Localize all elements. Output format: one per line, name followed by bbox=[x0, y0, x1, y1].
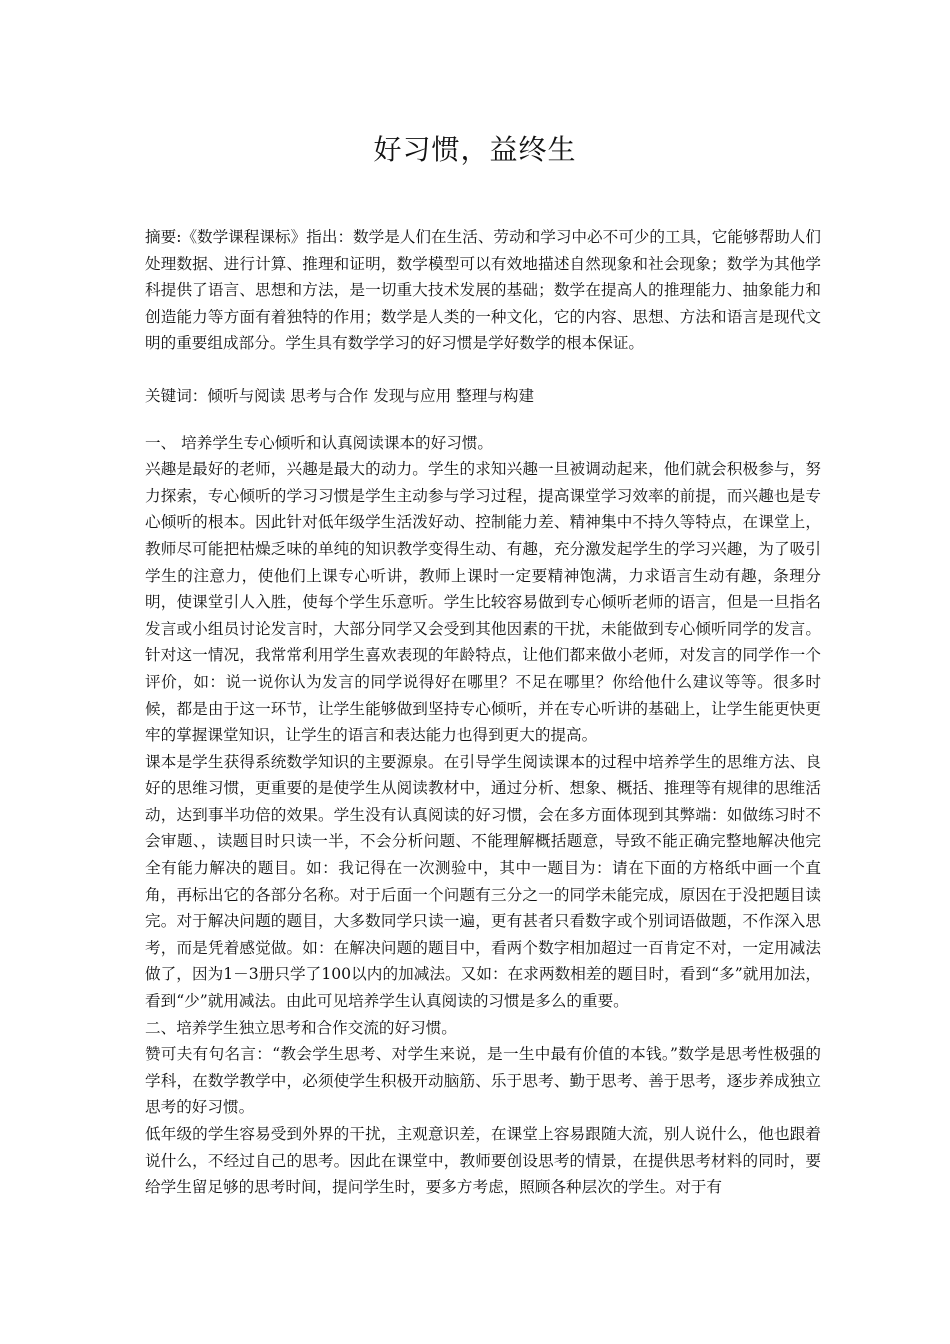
section-1-paragraph-2: 课本是学生获得系统数学知识的主要源泉。在引导学生阅读课本的过程中培养学生的思维方法、良好的思维习惯，更重要的是使学生从阅读教材中，通过分析、想象、概括、推理等有规律的思维活动，达到事半功倍的效果。学生没有认真阅读的好习惯，会在多方面体现到其弊端：如做练习时不会审题、，读题目时只读一半，不会分析问题、不能理解概括题意，导致不能正确完整地解决他完全有能力解决的题目。如：我记得在一次测验中，其中一题目为：请在下面的方格纸中画一个直角，再标出它的各部分名称。对于后面一个问题有三分之一的同学未能完成，原因在于没把题目读完。对于解决问题的题目，大多数同学只读一遍，更有甚者只看数字或个别词语做题，不作深入思考，而是凭着感觉做。如：在解决问题的题目中，看两个数字相加超过一百肯定不对，一定用减法做了，因为1－3册只学了100以内的加减法。又如：在求两数相差的题目时，看到“多”就用加法，看到“少”就用减法。由此可见培养学生认真阅读的习惯是多么的重要。 bbox=[145, 752, 821, 1011]
abstract-paragraph: 摘要:《数学课程课标》指出：数学是人们在生活、劳动和学习中必不可少的工具，它能够帮助人们处理数据、进行计算、推理和证明，数学模型可以有效地描述自然现象和社会现象；数学为其他学科提供了语言、思想和方法，是一切重大技术发展的基础；数学在提高人的推理能力、抽象能力和创造能力等方面有着独特的作用；数学是人类的一种文化，它的内容、思想、方法和语言是现代文明的重要组成部分。学生具有数学学习的好习惯是学好数学的根本保证。 bbox=[145, 228, 821, 353]
section-2-paragraph-1: 赞可夫有句名言：“教会学生思考、对学生来说，是一生中最有价值的本钱。”数学是思考性极强的学科，在数学教学中，必须使学生积极开动脑筋、乐于思考、勤于思考、善于思考，逐步养成独立思考的好习惯。 bbox=[145, 1045, 821, 1117]
keywords-line: 关键词：倾听与阅读 思考与合作 发现与应用 整理与构建 bbox=[145, 386, 535, 405]
document-body bbox=[145, 224, 821, 1201]
document-title: 好习惯，益终生 bbox=[373, 133, 577, 166]
section-1-paragraph-1: 兴趣是最好的老师，兴趣是最大的动力。学生的求知兴趣一旦被调动起来，他们就会积极参与，努力探索，专心倾听的学习习惯是学生主动参与学习过程，提高课堂学习效率的前提，而兴趣也是专心倾听的根本。因此针对低年级学生活泼好动、控制能力差、精神集中不持久等特点，在课堂上，教师尽可能把枯燥乏味的单纯的知识教学变得生动、有趣，充分激发起学生的学习兴趣，为了吸引学生的注意力，使他们上课专心听讲，教师上课时一定要精神饱满，力求语言生动有趣，条理分明，使课堂引人入胜，使每个学生乐意听。学生比较容易做到专心倾听老师的语言，但是一旦指名发言或小组员讨论发言时，大部分同学又会受到其他因素的干扰，未能做到专心倾听同学的发言。针对这一情况，我常常利用学生喜欢表现的年龄特点，让他们都来做小老师，对发言的同学作一个评价，如：说一说你认为发言的同学说得好在哪里？不足在哪里？你给他什么建议等等。很多时候，都是由于这一环节，让学生能够做到坚持专心倾听，并在专心听讲的基础上，让学生能更快更牢的掌握课堂知识，让学生的语言和表达能力也得到更大的提高。 bbox=[145, 460, 821, 745]
section-2-paragraph-2: 低年级的学生容易受到外界的干扰，主观意识差，在课堂上容易跟随大流，别人说什么，他也跟着说什么，不经过自己的思考。因此在课堂中，教师要创设思考的情景，在提供思考材料的同时，要给学生留足够的思考时间，提问学生时，要多方考虑，照顾各种层次的学生。对于有 bbox=[145, 1125, 821, 1197]
section-2-heading: 二、培养学生独立思考和合作交流的好习惯。 bbox=[145, 1018, 457, 1037]
section-1-heading: 一、 培养学生专心倾听和认真阅读课本的好习惯。 bbox=[145, 433, 494, 452]
